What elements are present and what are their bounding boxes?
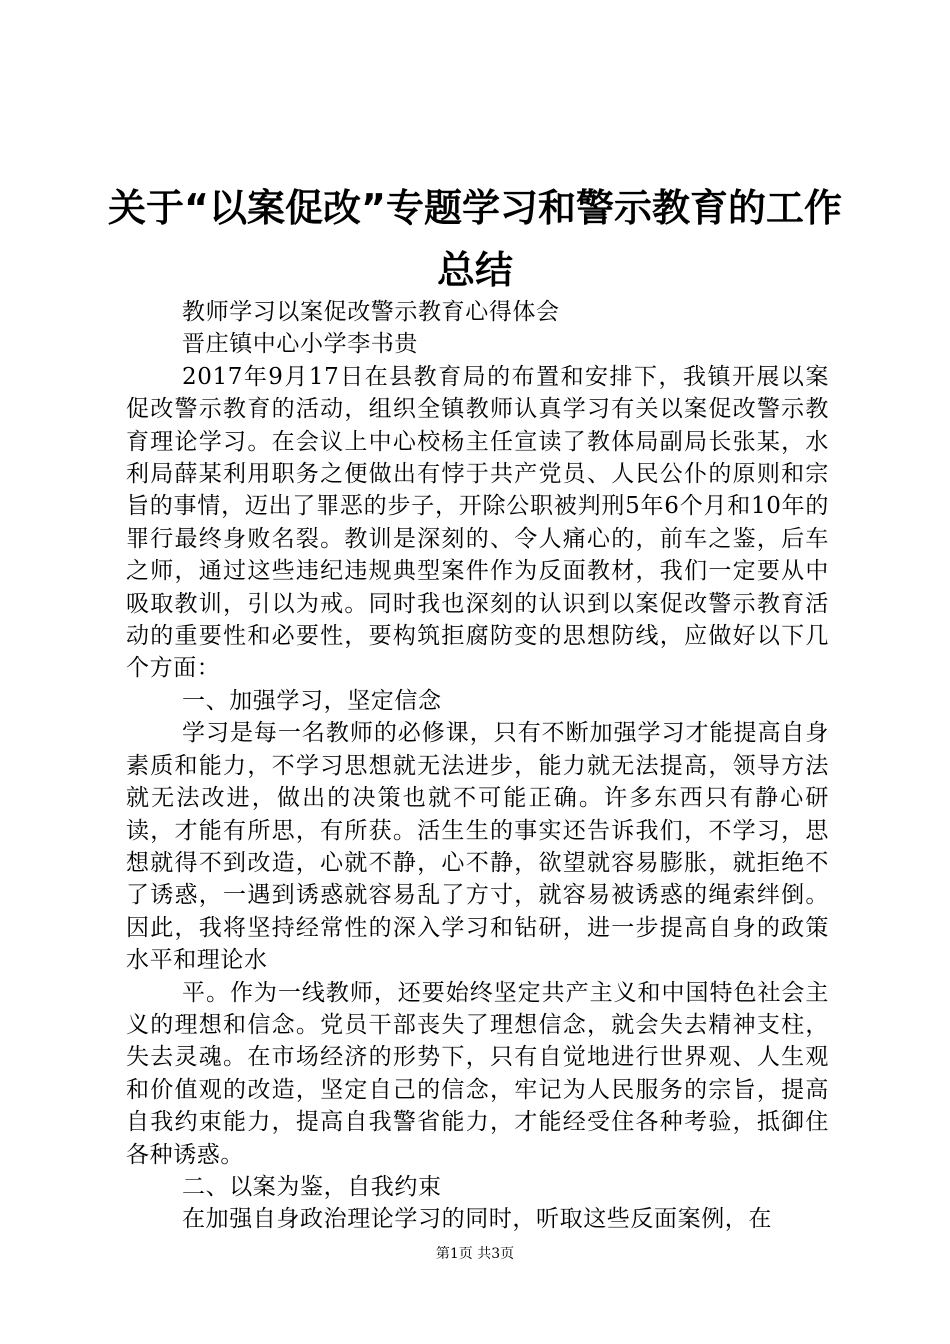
document-title-line2: 总结 [436, 248, 513, 292]
section-heading: 二、以案为鉴，自我约束 [182, 1173, 442, 1200]
document-title-line1: 关于“以案促改”专题学习和警示教育的工作 [108, 186, 842, 230]
subtitle-paragraph: 教师学习以案促改警示教育心得体会 [182, 299, 560, 325]
section-heading: 一、加强学习，坚定信念 [182, 687, 442, 714]
document-body [126, 296, 829, 1236]
body-paragraph: 2017年9月17日在县教育局的布置和安排下，我镇开展以案促改警示教育的活动，组织全镇教师认真学习有关以案促改警示教育理论学习。在会议上中心校杨主任宣读了教体局副局长张某，水利局薛某利用职务之便做出有悖于共产党员、人民公仆的原则和宗旨的事情，迈出了罪恶的步子，开除公职被判刑5年6个月和10年的罪行最终身败名裂。教训是深刻的、令人痛心的，前车之鉴，后车之师，通过这些违纪违规典型案件作为反面教材，我们一定要从中吸取教训，引以为戒。同时我也深刻的认识到以案促改警示教育活动的重要性和必要性，要构筑拒腐防变的思想防线，应做好以下几个方面： [126, 363, 829, 682]
page-footer: 第1页 共3页 [435, 1246, 515, 1262]
body-paragraph: 在加强自身政治理论学习的同时，听取这些反面案例，在 [182, 1206, 772, 1233]
body-paragraph: 学习是每一名教师的必修课，只有不断加强学习才能提高自身素质和能力，不学习思想就无法进步，能力就无法提高，领导方法就无法改进，做出的决策也就不可能正确。许多东西只有静心研读，才能有所思，有所获。活生生的事实还告诉我们，不学习，思想就得不到改造，心就不静，心不静，欲望就容易膨胀，就拒绝不了诱惑，一遇到诱惑就容易乱了方寸，就容易被诱惑的绳索绊倒。因此，我将坚持经常性的深入学习和钻研，进一步提高自身的政策水平和理论水 [126, 720, 829, 974]
body-paragraph: 平。作为一线教师，还要始终坚定共产主义和中国特色社会主义的理想和信念。党员干部丧失了理想信念，就会失去精神支柱，失去灵魂。在市场经济的形势下，只有自觉地进行世界观、人生观和价值观的改造，坚定自己的信念，牢记为人民服务的宗旨，提高自我约束能力，提高自我警省能力，才能经受住各种考验，抵御住各种诱惑。 [126, 979, 829, 1168]
author-paragraph: 晋庄镇中心小学李书贵 [182, 331, 418, 358]
